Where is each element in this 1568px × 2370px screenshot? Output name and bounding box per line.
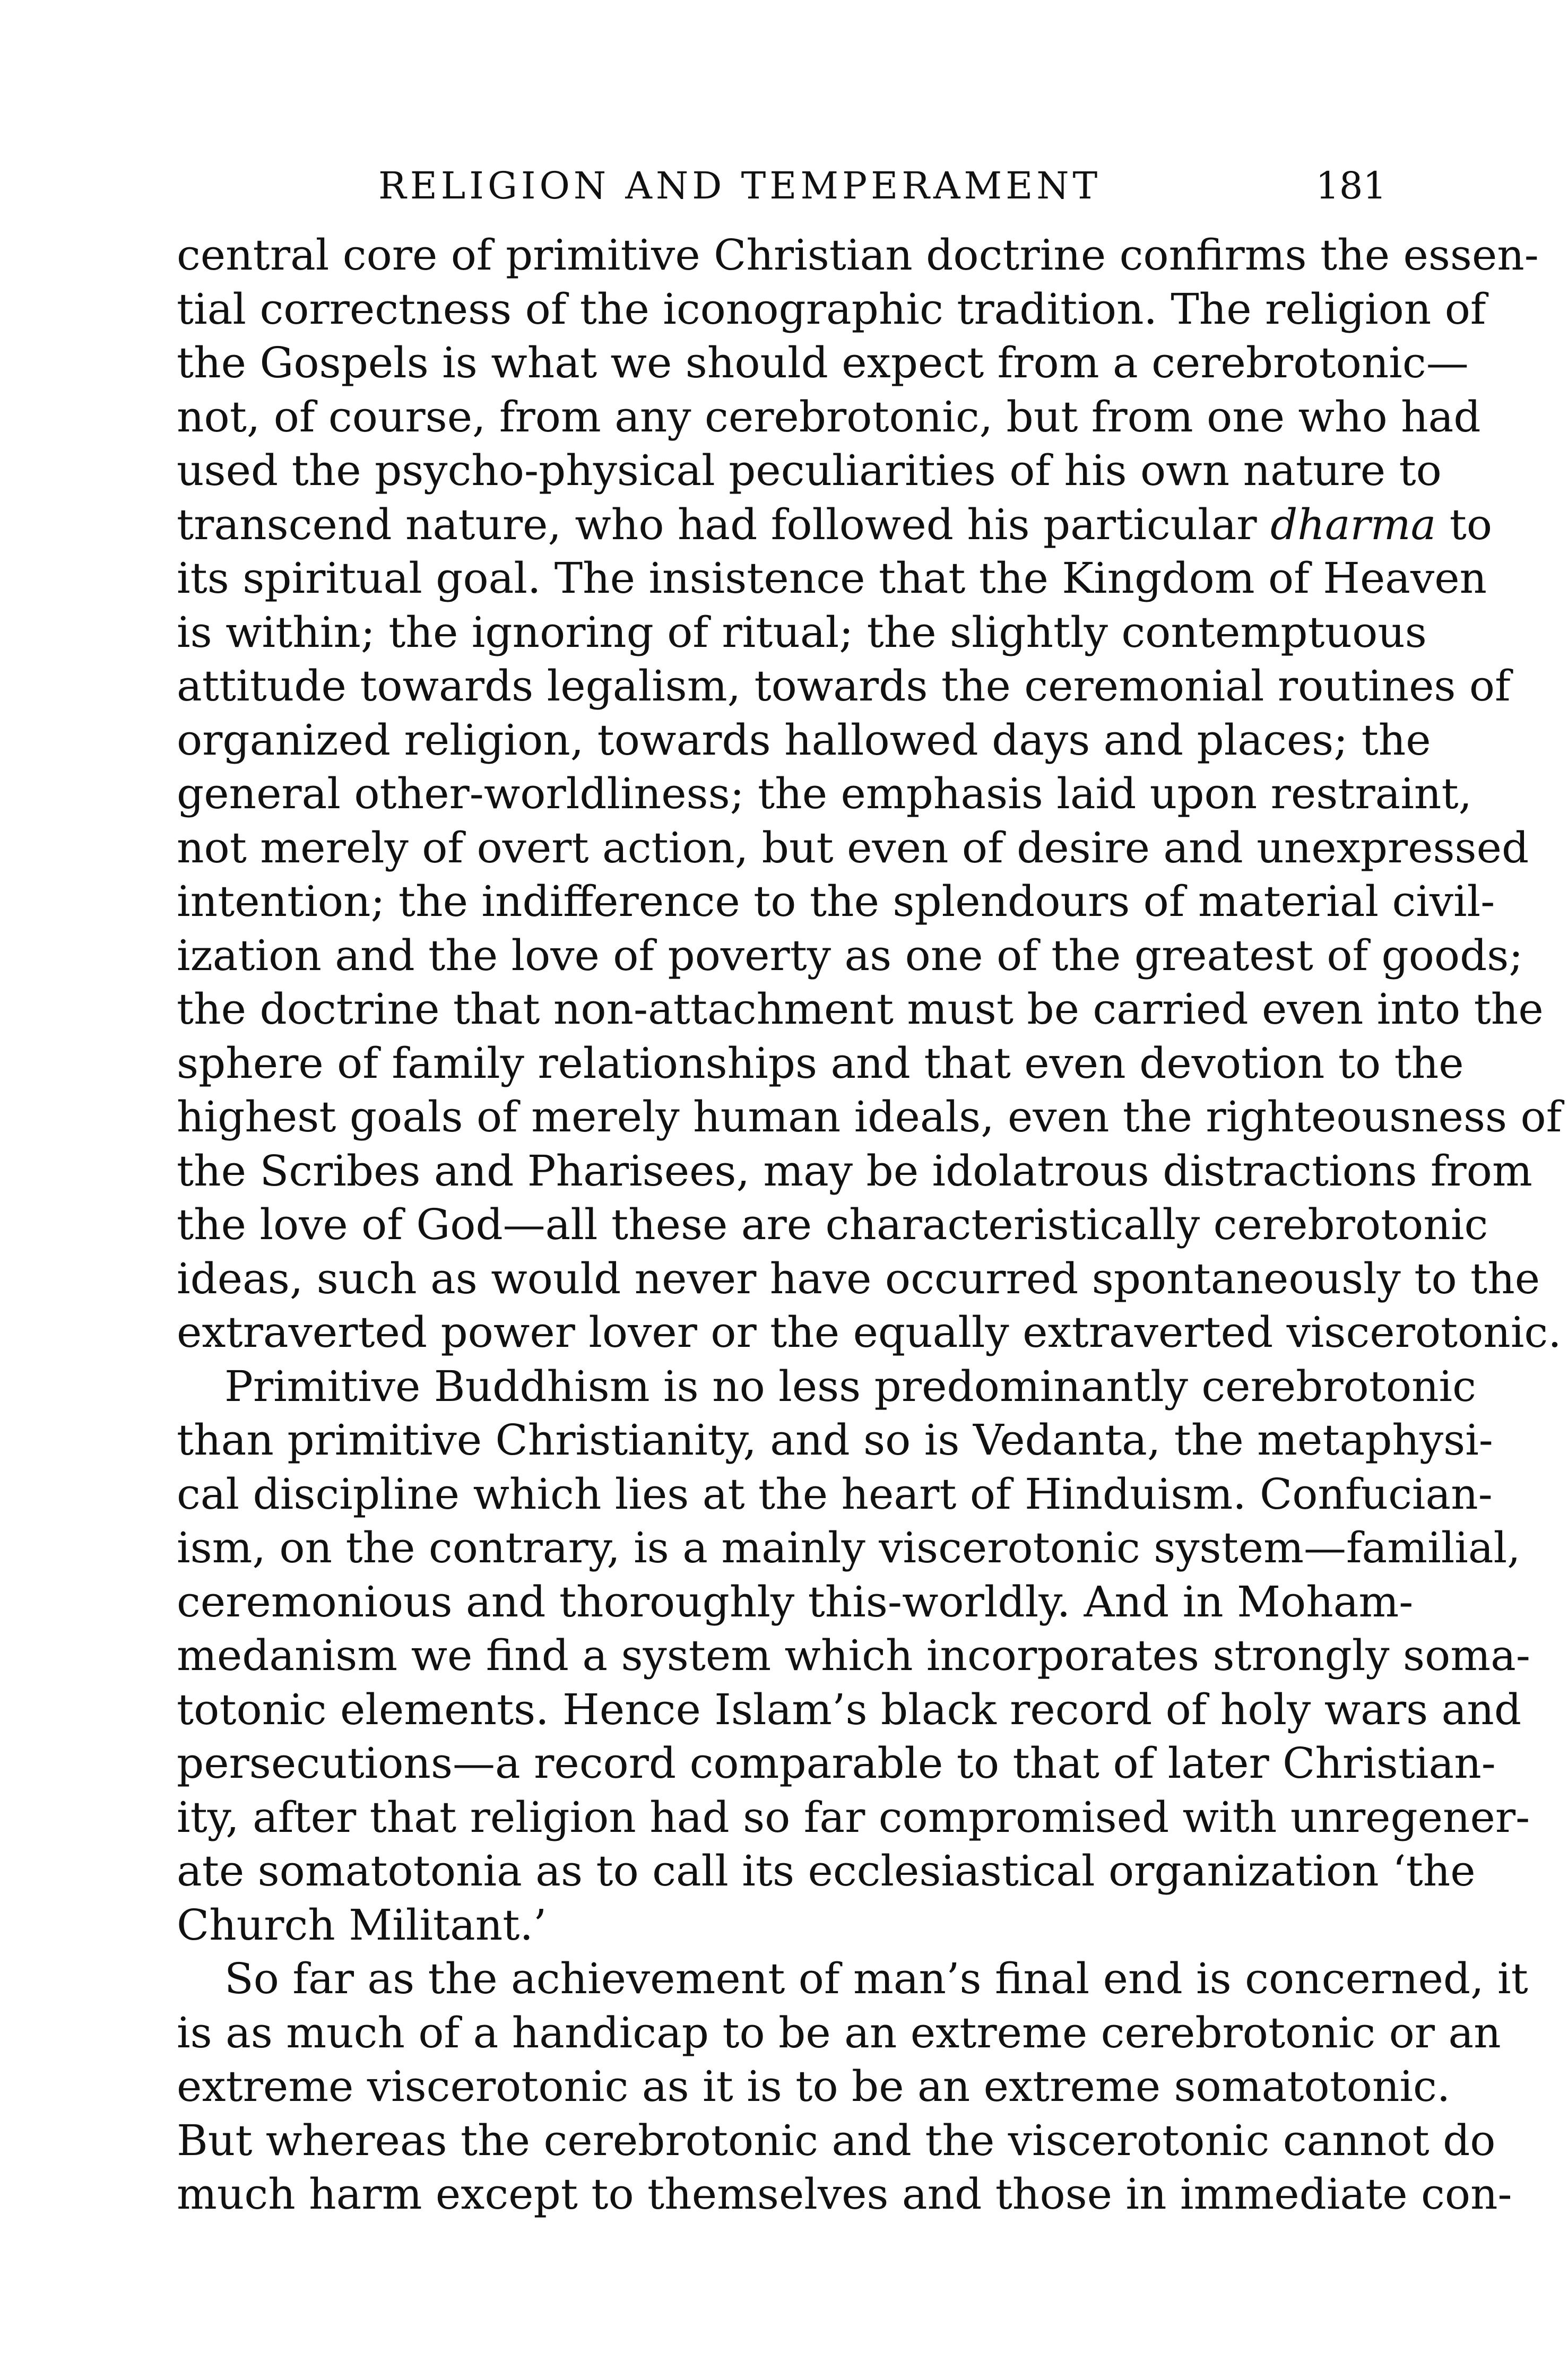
paragraph [177, 1360, 1530, 1952]
text-line: But whereas the cerebrotonic and the viscerotonic cannot do [177, 2115, 1496, 2165]
text-line: totonic elements. Hence Islam’s black record of holy wars and [177, 1684, 1522, 1734]
running-head: RELIGION AND TEMPERAMENT [378, 164, 1102, 207]
text-line: medanism we find a system which incorporates strongly soma- [177, 1631, 1530, 1680]
text-line: is within; the ignoring of ritual; the slightly contemptuous [177, 607, 1427, 657]
text-line: transcend nature, who had followed his particular dharma to [177, 499, 1493, 549]
text-line: the Scribes and Pharisees, may be idolatrous distractions from [177, 1146, 1532, 1196]
text-line: tial correctness of the iconographic tradition. The religion of [177, 284, 1486, 334]
page-number: 181 [1315, 164, 1387, 207]
text-line: Primitive Buddhism is no less predominantly cerebrotonic [224, 1361, 1476, 1411]
text-line: So far as the achievement of man’s final end is concerned, it [224, 1954, 1528, 2003]
text-line: ideas, such as would never have occurred spontaneously to the [177, 1253, 1540, 1303]
text-line: attitude towards legalism, towards the ceremonial routines of [177, 661, 1511, 711]
text-line: is as much of a handicap to be an extreme cerebrotonic or an [177, 2008, 1501, 2057]
text-line: sphere of family relationships and that even devotion to the [177, 1038, 1464, 1088]
page-header [177, 159, 1387, 218]
text-line: central core of primitive Christian doctrine confirms the essen- [177, 230, 1539, 280]
text-line: the love of God—all these are characteristically cerebrotonic [177, 1200, 1488, 1249]
paragraph [177, 228, 1562, 1360]
text-line: organized religion, towards hallowed days and places; the [177, 715, 1431, 765]
body-text [177, 228, 1562, 2221]
text-line: ity, after that religion had so far compromised with unregener- [177, 1792, 1530, 1842]
text-line: not merely of overt action, but even of desire and unexpressed [177, 823, 1529, 872]
text-line: ization and the love of poverty as one of the greatest of goods; [177, 930, 1523, 980]
text-line: general other-worldliness; the emphasis laid upon restraint, [177, 769, 1472, 818]
text-line: persecutions—a record comparable to that of later Christian- [177, 1738, 1496, 1788]
text-line: extreme viscerotonic as it is to be an extreme somatotonic. [177, 2062, 1451, 2111]
text-line: ism, on the contrary, is a mainly viscerotonic system—familial, [177, 1523, 1521, 1572]
text-line: highest goals of merely human ideals, even the righteousness of [177, 1092, 1562, 1141]
text-line: used the psycho-physical peculiarities of his own nature to [177, 446, 1442, 495]
text-line: its spiritual goal. The insistence that the Kingdom of Heaven [177, 553, 1487, 603]
text-line: not, of course, from any cerebrotonic, but from one who had [177, 392, 1481, 442]
text-line: intention; the indifference to the splendours of material civil- [177, 877, 1495, 926]
text-line: extraverted power lover or the equally extraverted viscerotonic. [177, 1308, 1562, 1357]
text-line: Church Militant.’ [177, 1900, 547, 1950]
paragraph [177, 1952, 1528, 2221]
italic-term: dharma [1270, 499, 1436, 549]
text-line: ceremonious and thoroughly this-worldly. And in Moham- [177, 1577, 1414, 1627]
text-line: ate somatotonia as to call its ecclesiastical organization ‘the [177, 1846, 1476, 1896]
text-line: the doctrine that non-attachment must be carried even into the [177, 984, 1544, 1034]
text-line: the Gospels is what we should expect from a cerebrotonic— [177, 338, 1469, 387]
text-line: cal discipline which lies at the heart of Hinduism. Confucian- [177, 1469, 1493, 1519]
text-line: than primitive Christianity, and so is Vedanta, the metaphysi- [177, 1415, 1493, 1465]
text-line: much harm except to themselves and those in immediate con- [177, 2169, 1512, 2219]
